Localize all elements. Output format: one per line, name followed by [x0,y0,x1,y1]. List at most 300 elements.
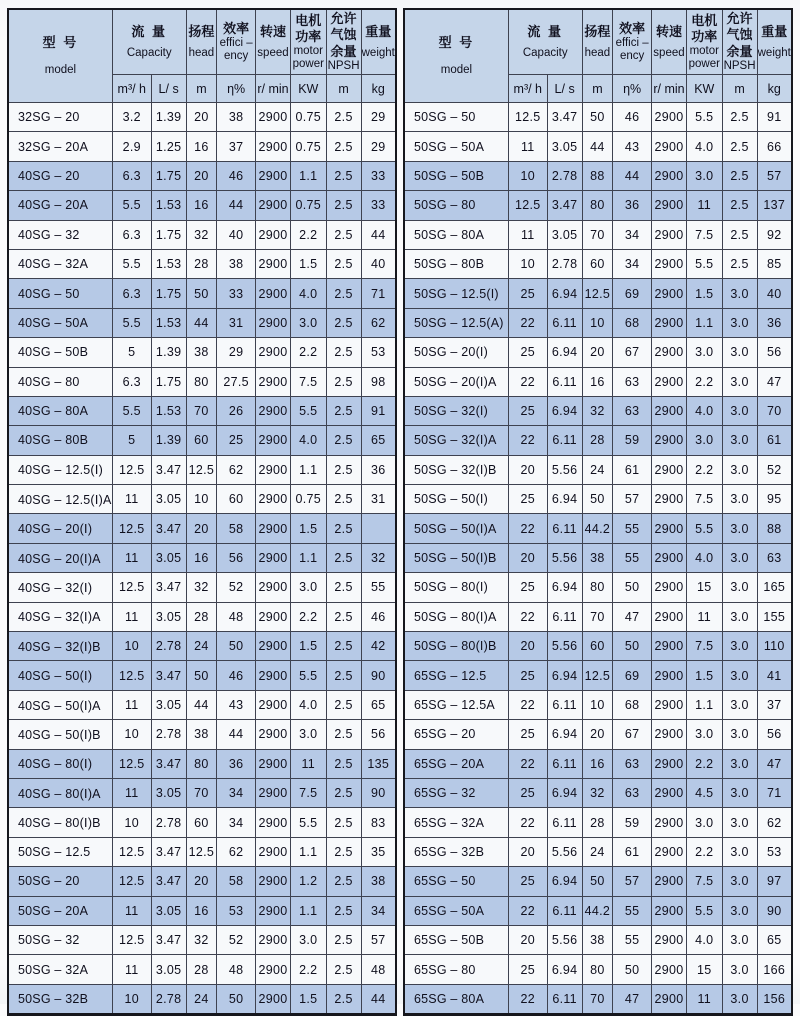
table-row [404,808,792,837]
value-cell: 68 [613,690,652,719]
model-cell: 50SG – 50 [404,103,508,132]
value-cell: 1.53 [151,191,186,220]
value-cell: 90 [361,778,396,807]
unit-ls: L/ s [151,75,186,103]
value-cell: 165 [757,573,792,602]
value-cell: 5.56 [547,455,582,484]
value-cell: 2900 [256,925,291,954]
value-cell: 53 [361,338,396,367]
value-cell: 20 [186,161,217,190]
value-cell: 62 [757,808,792,837]
value-cell: 4.5 [686,778,722,807]
value-cell: 25 [508,867,547,896]
value-cell: 1.1 [290,543,326,572]
value-cell: 2.5 [326,602,361,631]
value-cell: 20 [186,103,217,132]
unit-m3h: m³/ h [508,75,547,103]
col-header-head: 扬程 head [582,9,613,75]
value-cell: 2.5 [326,249,361,278]
unit-kg: kg [361,75,396,103]
value-cell: 1.75 [151,367,186,396]
value-cell: 12.5 [508,191,547,220]
value-cell: 20 [508,543,547,572]
value-cell: 1.39 [151,426,186,455]
table-row [8,103,396,132]
value-cell: 3.0 [722,308,757,337]
value-cell: 2900 [256,161,291,190]
value-cell: 56 [217,543,256,572]
value-cell: 4.0 [686,543,722,572]
value-cell: 11 [112,543,151,572]
value-cell: 2900 [652,602,687,631]
value-cell: 3.0 [722,984,757,1014]
value-cell: 7.5 [290,778,326,807]
value-cell: 32 [582,396,613,425]
value-cell: 6.11 [547,308,582,337]
value-cell: 28 [186,955,217,984]
value-cell: 2900 [652,103,687,132]
unit-eta: η% [217,75,256,103]
value-cell: 69 [613,279,652,308]
value-cell: 42 [361,632,396,661]
value-cell: 28 [582,426,613,455]
value-cell: 95 [757,485,792,514]
value-cell: 80 [582,955,613,984]
model-cell: 65SG – 20A [404,749,508,778]
table-row [404,426,792,455]
value-cell: 24 [582,455,613,484]
table-row [404,573,792,602]
value-cell: 11 [112,690,151,719]
value-cell: 55 [613,896,652,925]
value-cell: 12.5 [186,455,217,484]
value-cell: 38 [582,543,613,572]
value-cell: 40 [361,249,396,278]
value-cell: 58 [217,514,256,543]
value-cell: 1.1 [290,455,326,484]
table-row [404,690,792,719]
table-row [404,867,792,896]
value-cell: 4.0 [290,426,326,455]
value-cell: 2.5 [326,837,361,866]
value-cell: 2900 [256,720,291,749]
model-cell: 40SG – 50(Ⅰ) [8,661,112,690]
value-cell: 2900 [256,367,291,396]
col-header-head: 扬程 head [186,9,217,75]
unit-kg: kg [757,75,792,103]
value-cell: 6.3 [112,367,151,396]
value-cell: 41 [757,661,792,690]
model-cell: 40SG – 20(Ⅰ)A [8,543,112,572]
value-cell: 3.0 [686,338,722,367]
value-cell: 65 [757,925,792,954]
value-cell: 90 [757,896,792,925]
value-cell: 61 [757,426,792,455]
unit-m3h: m³/ h [112,75,151,103]
table-row [8,367,396,396]
value-cell: 60 [582,249,613,278]
value-cell: 3.0 [722,367,757,396]
value-cell: 166 [757,955,792,984]
value-cell: 2.78 [547,161,582,190]
table-row [8,161,396,190]
value-cell: 36 [361,455,396,484]
value-cell: 1.39 [151,103,186,132]
value-cell: 88 [582,161,613,190]
value-cell: 10 [112,632,151,661]
model-cell: 50SG – 50A [404,132,508,161]
value-cell: 1.75 [151,220,186,249]
value-cell: 2900 [652,896,687,925]
value-cell: 5.5 [686,514,722,543]
value-cell: 12.5 [112,837,151,866]
value-cell: 56 [361,720,396,749]
value-cell: 6.94 [547,573,582,602]
value-cell: 22 [508,602,547,631]
value-cell: 5.5 [112,308,151,337]
table-row [404,220,792,249]
value-cell: 50 [613,573,652,602]
value-cell: 1.39 [151,338,186,367]
value-cell: 2900 [652,455,687,484]
model-cell: 40SG – 80(Ⅰ)A [8,778,112,807]
value-cell: 25 [508,661,547,690]
value-cell: 22 [508,426,547,455]
value-cell: 3.0 [722,720,757,749]
value-cell: 1.75 [151,279,186,308]
value-cell: 11 [112,955,151,984]
value-cell: 2900 [256,543,291,572]
value-cell: 83 [361,808,396,837]
value-cell: 24 [186,984,217,1014]
value-cell: 12.5 [112,867,151,896]
value-cell: 4.0 [686,132,722,161]
value-cell: 6.11 [547,602,582,631]
model-cell: 65SG – 80A [404,984,508,1014]
table-row [404,720,792,749]
col-header-efficiency: 效率 effici – ency [217,9,256,75]
table-row [8,690,396,719]
value-cell: 2.5 [326,367,361,396]
model-cell: 50SG – 50B [404,161,508,190]
table-row [8,249,396,278]
table-row [8,720,396,749]
value-cell: 2.5 [326,103,361,132]
value-cell: 27.5 [217,367,256,396]
value-cell: 55 [613,925,652,954]
value-cell: 2.5 [722,132,757,161]
value-cell: 7.5 [290,367,326,396]
value-cell: 12.5 [186,837,217,866]
value-cell: 3.0 [290,720,326,749]
value-cell: 16 [186,896,217,925]
table-row [8,925,396,954]
value-cell: 2900 [652,573,687,602]
model-cell: 40SG – 50(Ⅰ)B [8,720,112,749]
value-cell: 55 [613,543,652,572]
value-cell: 98 [361,367,396,396]
value-cell: 38 [186,720,217,749]
value-cell: 25 [508,279,547,308]
model-cell: 65SG – 32 [404,778,508,807]
value-cell: 20 [186,867,217,896]
value-cell: 2.5 [326,896,361,925]
table-row [8,955,396,984]
value-cell: 2900 [256,220,291,249]
value-cell: 2900 [256,308,291,337]
model-cell: 50SG – 50(I)A [404,514,508,543]
unit-head-m: m [582,75,613,103]
table-row [404,661,792,690]
table-row [8,396,396,425]
col-header-weight: 重量 weight [757,9,792,75]
model-cell: 65SG – 32A [404,808,508,837]
table-row [404,778,792,807]
value-cell: 3.0 [722,573,757,602]
value-cell: 2.78 [151,808,186,837]
value-cell: 2900 [256,955,291,984]
model-cell: 40SG – 50A [8,308,112,337]
value-cell: 11 [112,602,151,631]
value-cell: 91 [757,103,792,132]
value-cell: 60 [217,485,256,514]
value-cell: 69 [613,661,652,690]
value-cell: 7.5 [686,632,722,661]
table-row [8,602,396,631]
value-cell: 5.5 [686,249,722,278]
value-cell: 2900 [256,279,291,308]
value-cell: 62 [361,308,396,337]
value-cell: 11 [508,132,547,161]
value-cell: 1.25 [151,132,186,161]
value-cell: 43 [217,690,256,719]
value-cell: 2900 [652,543,687,572]
value-cell: 52 [757,455,792,484]
value-cell: 28 [186,249,217,278]
table-row [8,514,396,543]
value-cell: 2.5 [326,543,361,572]
value-cell: 2.5 [722,191,757,220]
value-cell: 61 [613,837,652,866]
value-cell: 3.0 [686,808,722,837]
value-cell: 2900 [652,749,687,778]
value-cell: 3.05 [151,602,186,631]
value-cell: 3.47 [151,837,186,866]
value-cell: 56 [757,720,792,749]
col-header-efficiency: 效率 effici – ency [613,9,652,75]
value-cell: 6.11 [547,426,582,455]
value-cell: 2.78 [151,984,186,1014]
value-cell: 12.5 [112,661,151,690]
value-cell: 16 [186,132,217,161]
value-cell: 5.5 [112,191,151,220]
table-row [8,661,396,690]
model-cell: 40SG – 50 [8,279,112,308]
value-cell: 2.2 [290,220,326,249]
value-cell: 6.94 [547,955,582,984]
model-cell: 65SG – 12.5A [404,690,508,719]
value-cell: 29 [361,103,396,132]
value-cell: 2900 [256,455,291,484]
table-row [8,837,396,866]
value-cell: 5.56 [547,837,582,866]
table-row [8,132,396,161]
value-cell: 6.11 [547,690,582,719]
value-cell: 44.2 [582,514,613,543]
value-cell: 22 [508,984,547,1014]
model-cell: 65SG – 50A [404,896,508,925]
model-cell: 65SG – 50B [404,925,508,954]
value-cell: 57 [361,925,396,954]
value-cell: 3.0 [722,455,757,484]
value-cell: 67 [613,720,652,749]
value-cell: 2900 [256,778,291,807]
value-cell: 6.3 [112,220,151,249]
value-cell: 3.47 [151,925,186,954]
value-cell: 46 [217,661,256,690]
value-cell: 10 [508,249,547,278]
value-cell: 34 [217,808,256,837]
value-cell: 2900 [652,925,687,954]
value-cell: 2.5 [326,749,361,778]
table-row [8,426,396,455]
value-cell: 2.5 [722,220,757,249]
value-cell: 53 [757,837,792,866]
value-cell: 34 [217,778,256,807]
model-cell: 50SG – 80 [404,191,508,220]
value-cell: 5 [112,338,151,367]
value-cell: 11 [686,602,722,631]
value-cell: 1.1 [686,690,722,719]
value-cell: 12.5 [112,749,151,778]
col-header-model: 型 号 model [404,9,508,103]
value-cell: 20 [186,514,217,543]
table-row [8,308,396,337]
value-cell: 2900 [256,896,291,925]
col-header-model [8,9,112,103]
value-cell: 3.47 [547,191,582,220]
value-cell: 24 [186,632,217,661]
value-cell: 22 [508,749,547,778]
value-cell: 2.5 [326,573,361,602]
value-cell: 0.75 [290,485,326,514]
value-cell: 3.0 [722,661,757,690]
value-cell: 0.75 [290,132,326,161]
model-cell: 50SG – 50(I)B [404,543,508,572]
value-cell: 11 [112,485,151,514]
value-cell: 28 [582,808,613,837]
value-cell: 7.5 [686,867,722,896]
value-cell: 2900 [256,573,291,602]
model-label-en: model [44,63,77,76]
value-cell: 3.05 [151,543,186,572]
table-row [8,808,396,837]
model-cell: 40SG – 50B [8,338,112,367]
value-cell: 0.75 [290,191,326,220]
value-cell: 15 [686,955,722,984]
value-cell: 1.53 [151,308,186,337]
value-cell: 34 [361,896,396,925]
value-cell: 2.5 [326,808,361,837]
value-cell: 2.5 [326,778,361,807]
value-cell: 4.0 [290,690,326,719]
value-cell: 6.94 [547,485,582,514]
value-cell: 12.5 [112,455,151,484]
value-cell: 3.0 [722,338,757,367]
value-cell: 48 [217,955,256,984]
value-cell: 6.11 [547,514,582,543]
value-cell: 32 [582,778,613,807]
table-row [404,602,792,631]
value-cell: 31 [217,308,256,337]
table-row [8,220,396,249]
model-cell: 40SG – 32A [8,249,112,278]
value-cell: 10 [508,161,547,190]
unit-kw: KW [686,75,722,103]
value-cell: 16 [582,367,613,396]
model-cell: 40SG – 12.5(Ⅰ)A [8,485,112,514]
value-cell: 22 [508,808,547,837]
value-cell: 46 [613,103,652,132]
value-cell: 3.0 [722,514,757,543]
value-cell: 2.5 [326,338,361,367]
value-cell: 2900 [652,984,687,1014]
value-cell: 50 [613,955,652,984]
col-header-npsh: 允许 气蚀 余量 NPSH [722,9,757,75]
value-cell: 47 [757,749,792,778]
value-cell: 50 [186,279,217,308]
value-cell: 6.94 [547,720,582,749]
value-cell: 55 [613,514,652,543]
value-cell: 12.5 [508,103,547,132]
model-cell: 40SG – 20(Ⅰ) [8,514,112,543]
value-cell: 3.47 [151,749,186,778]
value-cell: 12.5 [112,573,151,602]
table-header [8,9,396,103]
value-cell: 5.5 [112,396,151,425]
value-cell: 48 [361,955,396,984]
value-cell: 11 [112,896,151,925]
value-cell: 59 [613,426,652,455]
table-row [8,632,396,661]
value-cell: 2.5 [326,426,361,455]
value-cell: 2.5 [326,279,361,308]
value-cell: 67 [613,338,652,367]
value-cell: 2900 [652,867,687,896]
col-header-motor-power: 电机 功率 motor power [290,9,326,75]
table-row [404,249,792,278]
value-cell: 50 [186,661,217,690]
table-row [8,455,396,484]
value-cell: 2900 [652,720,687,749]
value-cell: 4.0 [686,396,722,425]
value-cell: 10 [112,720,151,749]
value-cell: 44 [582,132,613,161]
value-cell: 7.5 [686,220,722,249]
value-cell: 63 [613,749,652,778]
table-row [404,925,792,954]
value-cell: 6.11 [547,896,582,925]
value-cell: 92 [757,220,792,249]
value-cell: 1.5 [686,661,722,690]
model-cell: 40SG – 80A [8,396,112,425]
value-cell: 25 [508,396,547,425]
table-row [404,191,792,220]
value-cell: 25 [508,573,547,602]
value-cell: 65 [361,690,396,719]
value-cell: 2.5 [326,220,361,249]
model-cell: 65SG – 20 [404,720,508,749]
